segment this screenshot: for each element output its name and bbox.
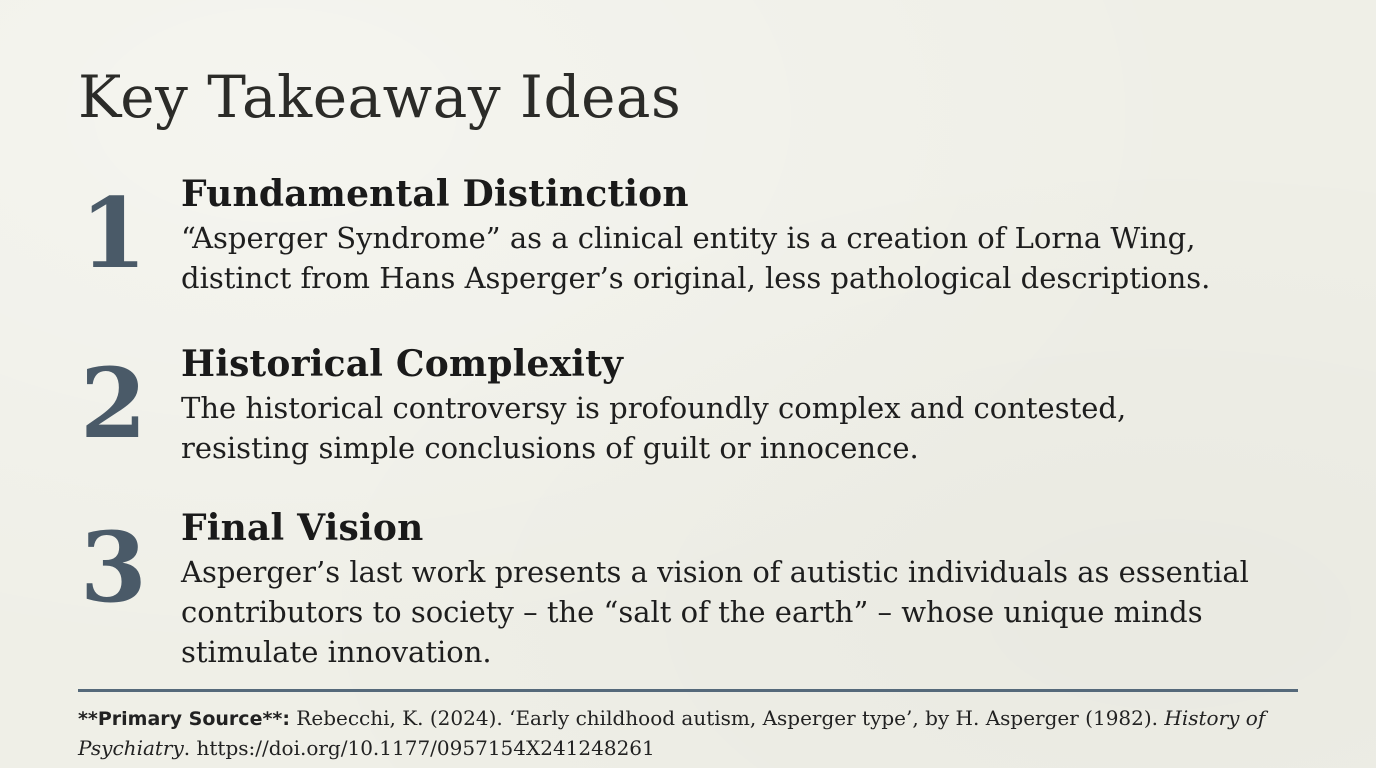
takeaway-number-3: 3: [80, 511, 147, 624]
takeaway-number-1: 1: [80, 177, 147, 290]
takeaway-content-2: [181, 342, 1301, 468]
takeaway-content-3: [181, 506, 1301, 672]
takeaway-heading-2: Historical Complexity: [181, 343, 624, 385]
source-journal: History of Psychiatry: [78, 706, 1266, 760]
takeaway-description-3: Asperger’s last work presents a vision of autistic individuals as essential contributors to society – the “salt of the earth” – whose unique minds stimulate innovation.: [181, 555, 1249, 669]
source-citation-text: Rebecchi, K. (2024). ‘Early childhood autism, Asperger type’, by H. Asperger (1982).: [289, 706, 1165, 730]
source-label: **Primary Source**:: [78, 708, 290, 730]
takeaway-description-1: “Asperger Syndrome” as a clinical entity is a creation of Lorna Wing, distinct from Hans Asperger’s original, less pathological descriptions.: [181, 221, 1211, 295]
takeaway-description-2: The historical controversy is profoundly complex and contested, resisting simple conclusions of guilt or innocence.: [181, 391, 1127, 465]
takeaway-number-2: 2: [80, 347, 147, 460]
source-doi: . https://doi.org/10.1177/0957154X241248261: [183, 736, 655, 760]
takeaway-heading-3: Final Vision: [181, 507, 424, 549]
footer-divider: [78, 689, 1298, 692]
takeaway-content-1: [181, 172, 1301, 298]
page-title: Key Takeaway Ideas: [78, 63, 682, 131]
source-citation: [78, 704, 1308, 763]
takeaway-heading-1: Fundamental Distinction: [181, 173, 689, 215]
